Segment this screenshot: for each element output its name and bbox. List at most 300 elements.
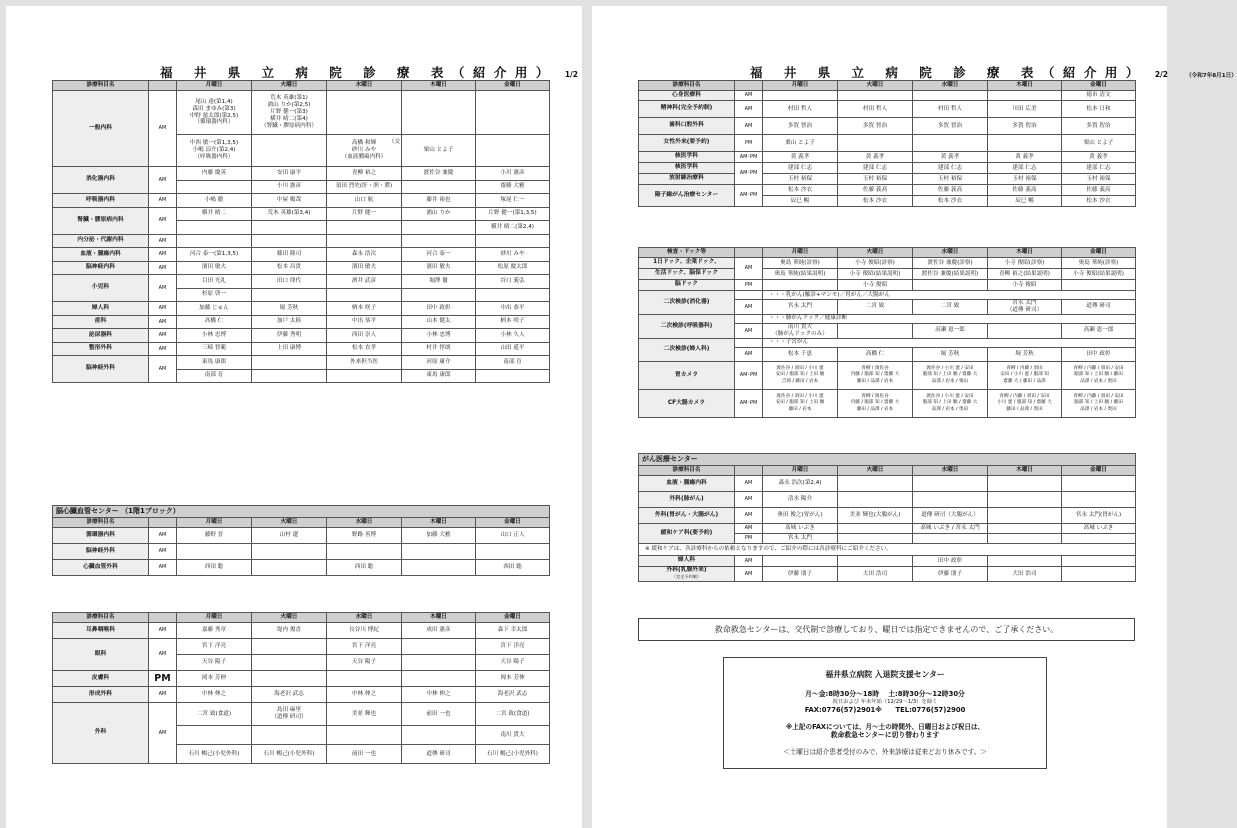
- page-number: 1/2: [564, 70, 579, 79]
- doctor-cell: 内藤 慶英: [177, 167, 252, 181]
- time-slot-spacer: [735, 291, 763, 300]
- doctor-cell: [252, 234, 327, 248]
- department-name: 外科(胃がん・大腸がん): [639, 508, 735, 524]
- doctor-cell: 山村 遼: [252, 528, 327, 544]
- doctor-cell: 河合 泰一: [402, 248, 476, 262]
- doctor-cell: [252, 221, 327, 235]
- doctor-cell: [402, 639, 476, 655]
- doctor-cell: 小寺 俊昭: [838, 280, 913, 291]
- table-row: [53, 248, 550, 262]
- doctor-cell: 加藤 じゅん: [177, 302, 252, 316]
- table-row: [639, 338, 1136, 347]
- doctor-cell: 中西 敏一(第1,3,5) 小嶋 涼介(第2,4) （呼吸器内科）: [177, 135, 252, 167]
- doctor-cell: 山口 正人: [476, 528, 550, 544]
- department-name: 眼科: [53, 639, 149, 671]
- exam-dock-table: [638, 247, 1136, 418]
- doctor-cell: 天谷 陽子: [177, 655, 252, 671]
- doctor-cell: 田中 政彰: [913, 556, 988, 567]
- doctor-cell: 小寺 俊昭(結果説明): [1062, 269, 1136, 280]
- doctor-cell: 尾山 達(第1,4) 森田 まゆみ(第3) 中野 慈太郎(第2,5) （循環器内科）: [177, 91, 252, 135]
- doctor-cell: 村田 哲人: [913, 101, 988, 118]
- column-header: 水曜日: [913, 81, 988, 91]
- doctor-cell: [402, 560, 476, 576]
- department-name: 血液・腫瘍内科: [53, 248, 149, 262]
- doctor-cell: 辰巳 暢: [763, 196, 838, 207]
- doctor-cell: 濱田 敏夫: [177, 261, 252, 275]
- column-header: 検査・ドック等: [639, 248, 735, 258]
- page-number: 2/2: [1154, 70, 1169, 79]
- doctor-cell: 渡佐谷 / 小川 憲 / 安田 服部 知 / 上田 駿 / 齋藤 大 品澤 / 岩本 / 栗山: [913, 361, 988, 389]
- column-header: 診療科目名: [53, 613, 149, 623]
- doctor-cell: 片野 健一(第1,3,5): [476, 207, 550, 221]
- doctor-cell: 海老沢 武志: [476, 687, 550, 703]
- column-header: 水曜日: [913, 466, 988, 476]
- doctor-cell: [763, 91, 838, 101]
- department-name: 外科: [53, 703, 149, 764]
- doctor-cell: [327, 221, 402, 235]
- table-row: [53, 639, 550, 655]
- table-row: [53, 687, 550, 703]
- page-date: （令和7年8月1日）: [1186, 73, 1237, 79]
- doctor-cell: 多賀 智治: [1062, 118, 1136, 135]
- table-row: [53, 703, 550, 726]
- department-name: 緩和ケア科(要予約): [639, 524, 735, 544]
- time-slot: AM: [149, 639, 177, 671]
- doctor-cell: [988, 524, 1062, 534]
- doctor-cell: 片野 健一: [327, 207, 402, 221]
- cancer-center-table: [638, 453, 1136, 582]
- department-name: 耳鼻咽喉科: [53, 623, 149, 639]
- doctor-cell: 山本 健太: [402, 315, 476, 329]
- column-header: [149, 81, 177, 91]
- doctor-cell: [838, 534, 913, 544]
- doctor-cell: [913, 135, 988, 152]
- doctor-cell: 田中 政彰: [1062, 347, 1136, 361]
- doctor-cell: [252, 288, 327, 302]
- table-row: [53, 234, 550, 248]
- doctor-cell: 青柳 / 内藤 / 須田 / 安田 小川 憲 / 服部 知 / 齋藤 大 藤田 / 品澤 / 奥田: [988, 389, 1062, 417]
- doctor-cell: [177, 234, 252, 248]
- doctor-cell: [476, 369, 550, 383]
- department-name: 心臓血管外科: [53, 560, 149, 576]
- doctor-cell: [988, 534, 1062, 544]
- doctor-cell: 建部 仁志: [838, 163, 913, 174]
- doctor-cell: [402, 180, 476, 194]
- table-row: [639, 314, 1136, 323]
- doctor-cell: 渡佐谷 兼慶(結果説明): [913, 269, 988, 280]
- time-slot: AM: [149, 342, 177, 356]
- table-row: [53, 207, 550, 221]
- department-name: 歯科口腔外科: [639, 118, 735, 135]
- column-header: 診療科目名: [53, 81, 149, 91]
- doctor-cell: [1062, 492, 1136, 508]
- doctor-cell: 宮下 洋亮: [327, 639, 402, 655]
- doctor-cell: [177, 544, 252, 560]
- doctor-cell: 石川 暢己(小児外科): [252, 745, 327, 764]
- department-name: 消化器内科: [53, 167, 149, 194]
- exam-category-bar: ・・・肺がんドック／健康診断: [763, 314, 1136, 323]
- doctor-cell: 青柳 裕之(結果説明): [988, 269, 1062, 280]
- exam-category-bar: ・・・乳がん(触診+マンモ)／胃がん／大腸がん: [763, 291, 1136, 300]
- department-name: 陽子線がん治療センター: [639, 185, 735, 207]
- column-header: 水曜日: [913, 248, 988, 258]
- doctor-cell: 建部 仁志: [913, 163, 988, 174]
- doctor-cell: [838, 476, 913, 492]
- table-row: [639, 476, 1136, 492]
- doctor-cell: 外来担当医: [327, 356, 402, 370]
- department-sublabel: （完全予約制）: [671, 574, 702, 580]
- doctor-cell: 濱田 敏夫: [327, 261, 402, 275]
- doctor-cell: 宮下 洋亮: [476, 639, 550, 655]
- doctor-cell: [177, 221, 252, 235]
- doctor-cell: [402, 91, 476, 135]
- schedule-table-3: [52, 612, 550, 764]
- column-header: [149, 518, 177, 528]
- table-row: [53, 544, 550, 560]
- department-name: 泌尿器科: [53, 329, 149, 343]
- table-row: [639, 118, 1136, 135]
- doctor-cell: 栗山 とよ子: [763, 135, 838, 152]
- doctor-cell: 小寺 俊昭: [988, 280, 1062, 291]
- doctor-cell: 石川 暢己(小児外科): [476, 745, 550, 764]
- doctor-cell: 松本 沙衣: [913, 196, 988, 207]
- doctor-cell: 髙城 いぶき: [763, 524, 838, 534]
- time-slot: AM: [149, 528, 177, 544]
- doctor-cell: 中林 伸之: [402, 687, 476, 703]
- table-row: [639, 291, 1136, 300]
- doctor-cell: [1062, 534, 1136, 544]
- time-slot: PM: [735, 135, 763, 152]
- doctor-cell: 天谷 陽子: [327, 655, 402, 671]
- doctor-cell: 二宮 致(食道): [476, 703, 550, 726]
- doctor-cell: 美並 輝也(大腸がん): [838, 508, 913, 524]
- doctor-cell: 西田 崇人: [327, 329, 402, 343]
- doctor-cell: 渡佐谷 兼慶: [402, 167, 476, 181]
- doctor-cell: [177, 180, 252, 194]
- doctor-cell: 黄 義孝: [988, 152, 1062, 163]
- table-row: [639, 492, 1136, 508]
- column-header: 月曜日: [177, 81, 252, 91]
- doctor-cell: 松本 日和: [1062, 101, 1136, 118]
- table-row: [639, 544, 1136, 556]
- doctor-cell: 森下 幸太郎: [476, 623, 550, 639]
- table-row: [53, 329, 550, 343]
- doctor-cell: 小寺 俊昭(診察): [838, 258, 913, 269]
- table-row: [639, 135, 1136, 152]
- table-row: [639, 185, 1136, 196]
- doctor-cell: [476, 135, 550, 167]
- doctor-cell: 松本 沙衣: [1062, 196, 1136, 207]
- column-header: [735, 466, 763, 476]
- department-label: 婦人科: [677, 557, 696, 564]
- doctor-cell: 伊藤 朋子: [763, 567, 838, 582]
- page-title: 福 井 県 立 病 院 診 療 表（紹介用）: [160, 65, 557, 80]
- doctor-cell: 田口 律代: [252, 275, 327, 289]
- doctor-cell: 嘉藤 秀章: [177, 623, 252, 639]
- time-slot: AM: [735, 91, 763, 101]
- doctor-cell: [838, 323, 913, 338]
- doctor-cell: [402, 671, 476, 687]
- doctor-cell: 南部 育: [476, 356, 550, 370]
- column-header: 水曜日: [327, 518, 402, 528]
- doctor-cell: 中出 恭平: [476, 302, 550, 316]
- doctor-cell: 荒木 英雄(第1) 浦山 りか(第2,5) 片野 健一(第3) 横井 晴二(第4) （腎臓・膠原病内科）: [252, 91, 327, 135]
- doctor-cell: 堀 芳秋: [988, 347, 1062, 361]
- doctor-cell: 佐藤 義高: [838, 185, 913, 196]
- doctor-cell: 二宮 致: [913, 300, 988, 315]
- table-row: [53, 275, 550, 289]
- table-row: [53, 506, 550, 518]
- table-row: [53, 342, 550, 356]
- time-slot: AM･PM: [735, 163, 763, 185]
- doctor-cell: 川田 広美: [988, 101, 1062, 118]
- page-1: [6, 6, 582, 828]
- table-row: [639, 101, 1136, 118]
- doctor-cell: 宮永 太門: [763, 300, 838, 315]
- doctor-cell: 天谷 陽子: [476, 655, 550, 671]
- doctor-cell: 建部 仁志: [1062, 163, 1136, 174]
- doctor-cell: 藤野 晋: [177, 528, 252, 544]
- doctor-cell: [1062, 476, 1136, 492]
- time-slot: AM･PM: [735, 389, 763, 417]
- doctor-cell: 加戸 太陸: [252, 315, 327, 329]
- time-slot: AM: [149, 91, 177, 167]
- time-slot: AM: [735, 508, 763, 524]
- doctor-cell: 西田 聡: [177, 560, 252, 576]
- doctor-cell: [402, 234, 476, 248]
- doctor-cell: [476, 544, 550, 560]
- time-slot: AM: [735, 524, 763, 534]
- doctor-cell: 松本 昌貴: [252, 261, 327, 275]
- doctor-cell: 黄 義孝: [913, 152, 988, 163]
- doctor-cell: 栗山 とよ子: [1062, 135, 1136, 152]
- column-header: 金曜日: [476, 613, 550, 623]
- table-row: [639, 163, 1136, 174]
- department-name: 精神科(完全予約制): [639, 101, 735, 118]
- doctor-cell: [1062, 556, 1136, 567]
- doctor-cell: 塚尾 仁一: [476, 194, 550, 208]
- doctor-cell: 森永 浩次(第2,4): [763, 476, 838, 492]
- doctor-cell: 前田 一也: [402, 703, 476, 726]
- department-name: 1日ドック、企業ドック、: [639, 258, 735, 269]
- department-name: 女性外来(要予約): [639, 135, 735, 152]
- department-name: 放射線治療科: [639, 174, 735, 185]
- doctor-cell: 宮永 太門(胃がん): [1062, 508, 1136, 524]
- column-header: [735, 81, 763, 91]
- care-note: ※ 緩和ケアは、各診療科からの依頼となりますので、ご紹介の際には各診療科にご紹介ください。: [639, 544, 1136, 556]
- column-header: 水曜日: [327, 613, 402, 623]
- doctor-cell: 玉村 裕保: [988, 174, 1062, 185]
- time-slot: AM: [149, 356, 177, 383]
- doctor-cell: 道傳 研司: [402, 745, 476, 764]
- doctor-cell: 大田 浩司: [988, 567, 1062, 582]
- time-slot: AM: [149, 234, 177, 248]
- table-row: [53, 167, 550, 181]
- doctor-cell: 伊藤 秀明: [252, 329, 327, 343]
- doctor-cell: 高瀬 恵一郎: [1062, 323, 1136, 338]
- time-slot: AM: [735, 567, 763, 582]
- doctor-cell: 河原 庸介: [402, 356, 476, 370]
- doctor-cell: 松本 千恵: [763, 347, 838, 361]
- time-slot: AM: [735, 556, 763, 567]
- doctor-cell: 小林 忠博: [177, 329, 252, 343]
- column-header: 金曜日: [1062, 81, 1136, 91]
- table-row: [639, 269, 1136, 280]
- time-slot: AM･PM: [735, 361, 763, 389]
- department-name: 外科(肺がん): [639, 492, 735, 508]
- doctor-cell: 玉村 裕保: [1062, 174, 1136, 185]
- doctor-cell: 玉村 裕保: [763, 174, 838, 185]
- time-slot: AM: [149, 623, 177, 639]
- table-row: [639, 508, 1136, 524]
- department-name: 循環器内科: [53, 528, 149, 544]
- doctor-cell: 東馬 康郎: [177, 356, 252, 370]
- doctor-cell: 村井 惇朗: [402, 342, 476, 356]
- column-header: 月曜日: [763, 466, 838, 476]
- doctor-cell: 濱田 敏夫: [402, 261, 476, 275]
- doctor-cell: 村田 哲人: [838, 101, 913, 118]
- doctor-cell: [252, 639, 327, 655]
- doctor-cell: 目田 光礼: [177, 275, 252, 289]
- doctor-cell: 佐藤 義高: [1062, 185, 1136, 196]
- time-slot: AM: [735, 300, 763, 315]
- doctor-cell: 堀 芳秋: [252, 302, 327, 316]
- column-header: 診療科目名: [53, 518, 149, 528]
- doctor-cell: 小林 久人: [476, 329, 550, 343]
- doctor-cell: 杉原 啓一: [177, 288, 252, 302]
- column-header: 水曜日: [327, 81, 402, 91]
- doctor-cell: 酒井 武彦: [327, 275, 402, 289]
- table-row: [53, 315, 550, 329]
- time-slot: AM: [149, 329, 177, 343]
- doctor-cell: [252, 671, 327, 687]
- schedule-table-1: [52, 80, 550, 383]
- doctor-cell: [252, 369, 327, 383]
- doctor-cell: 渡佐谷 / 須田 / 小川 憲 安田 / 服部 知 / 上田 駿 吉岡 / 藤田 / 岩本: [763, 361, 838, 389]
- doctor-cell: 清水 陽介: [763, 492, 838, 508]
- doctor-cell: [838, 492, 913, 508]
- department-name: 整形外科: [53, 342, 149, 356]
- support-center-title: 福井県立病院 入退院支援センター: [825, 670, 945, 679]
- time-slot: AM: [149, 302, 177, 316]
- time-slot: AM: [149, 207, 177, 234]
- doctor-cell: 西田 聡: [327, 560, 402, 576]
- doctor-cell: 中出 恭平: [327, 315, 402, 329]
- doctor-cell: [763, 556, 838, 567]
- time-slot: AM: [735, 101, 763, 118]
- department-name: 腎臓・膠原病内科: [53, 207, 149, 234]
- doctor-cell: 河合 泰一(第1,3,5): [177, 248, 252, 262]
- table-row: [53, 194, 550, 208]
- doctor-cell: 多賀 智治: [913, 118, 988, 135]
- cell-note: （交: [388, 139, 400, 145]
- time-slot: PM: [149, 671, 177, 687]
- time-slot: PM: [735, 534, 763, 544]
- column-header: 火曜日: [252, 81, 327, 91]
- time-slot: AM: [735, 118, 763, 135]
- doctor-cell: 藤井 裕也: [402, 194, 476, 208]
- doctor-cell: 高橋 和輝 砂川 みや （血液腫瘍内科） （交: [327, 135, 402, 167]
- table-row: [639, 389, 1136, 417]
- department-label: 外科(乳腺外来): [666, 567, 707, 573]
- doctor-cell: 安田 康平: [252, 167, 327, 181]
- time-slot: AM: [149, 315, 177, 329]
- table-row: [53, 528, 550, 544]
- doctor-cell: 野路 善博: [327, 528, 402, 544]
- doctor-cell: 徳市 清文: [1062, 91, 1136, 101]
- doctor-cell: 岡本 芳伸: [476, 671, 550, 687]
- column-header: 木曜日: [402, 518, 476, 528]
- doctor-cell: 建部 仁志: [763, 163, 838, 174]
- doctor-cell: 渡佐谷 / 須田 / 小川 憲 安田 / 服部 知 / 上田 駿 藤田 / 岩本: [763, 389, 838, 417]
- doctor-cell: 松本 沙衣: [763, 185, 838, 196]
- doctor-cell: 海老沢 武志: [252, 687, 327, 703]
- department-name: CF大腸カメラ: [639, 389, 735, 417]
- doctor-cell: 東馬 康郎: [402, 369, 476, 383]
- doctor-cell: 多賀 智治: [988, 118, 1062, 135]
- doctor-cell: [327, 544, 402, 560]
- doctor-cell: [476, 288, 550, 302]
- column-header: [149, 613, 177, 623]
- doctor-cell: 森永 浩次: [327, 248, 402, 262]
- doctor-cell: 奥島 華純(診察): [1062, 258, 1136, 269]
- column-header: [735, 248, 763, 258]
- doctor-cell: 奥島 華純(診察): [763, 258, 838, 269]
- doctor-cell: 上田 康博: [252, 342, 327, 356]
- admission-support-box: [723, 657, 1047, 769]
- doctor-cell: [913, 91, 988, 101]
- support-note-3: ＜土曜日は紹介患者受付のみで、外来診療は従来どおり休みです。＞: [783, 748, 987, 757]
- doctor-cell: 青柳 / 渡佐谷 内藤 / 服部 知 / 齋藤 大 藤田 / 品澤 / 岩本: [838, 361, 913, 389]
- doctor-cell: [838, 524, 913, 534]
- doctor-cell: [988, 508, 1062, 524]
- table-row: [639, 174, 1136, 185]
- doctor-cell: 柄本 咲子: [476, 315, 550, 329]
- column-header: 木曜日: [988, 81, 1062, 91]
- department-name: 核医学科: [639, 152, 735, 163]
- table-row: [53, 671, 550, 687]
- page-2: [592, 6, 1237, 828]
- doctor-cell: [913, 492, 988, 508]
- table-row: [53, 356, 550, 370]
- doctor-cell: [988, 556, 1062, 567]
- time-slot: AM: [149, 261, 177, 275]
- column-header: 木曜日: [988, 466, 1062, 476]
- time-slot: AM: [149, 194, 177, 208]
- doctor-cell: [838, 135, 913, 152]
- doctor-cell: 道傳 研司: [1062, 300, 1136, 315]
- doctor-cell: 成田 憲彦: [402, 623, 476, 639]
- doctor-cell: 青柳 / 内藤 / 須田 / 安田 服部 知 / 上田 駿 / 藤田 品澤 / 岩本 / 奥田: [1062, 361, 1136, 389]
- doctor-cell: [327, 671, 402, 687]
- doctor-cell: [988, 476, 1062, 492]
- doctor-cell: 岡本 芳伸: [177, 671, 252, 687]
- doctor-cell: 栗山 とよ子: [402, 135, 476, 167]
- department-name: 胃カメラ: [639, 361, 735, 389]
- doctor-cell: 山田 遥平: [476, 342, 550, 356]
- time-slot: AM: [149, 687, 177, 703]
- doctor-cell: 荒木 英雄(第3,4): [252, 207, 327, 221]
- doctor-cell: 須田 烈史(肝・胆・膵): [327, 180, 402, 194]
- brain-heart-center-table: [52, 505, 550, 576]
- support-note-1: ※上記のFAXについては、月～土の時間外、日曜日および祝日は、: [785, 722, 985, 731]
- doctor-cell: 小嶋 徹: [177, 194, 252, 208]
- doctor-cell: 南部 育: [177, 369, 252, 383]
- table-row: [639, 524, 1136, 534]
- doctor-cell: 堀 芳秋: [913, 347, 988, 361]
- page-header: [160, 63, 647, 81]
- doctor-cell: 齋藤 大雅: [476, 180, 550, 194]
